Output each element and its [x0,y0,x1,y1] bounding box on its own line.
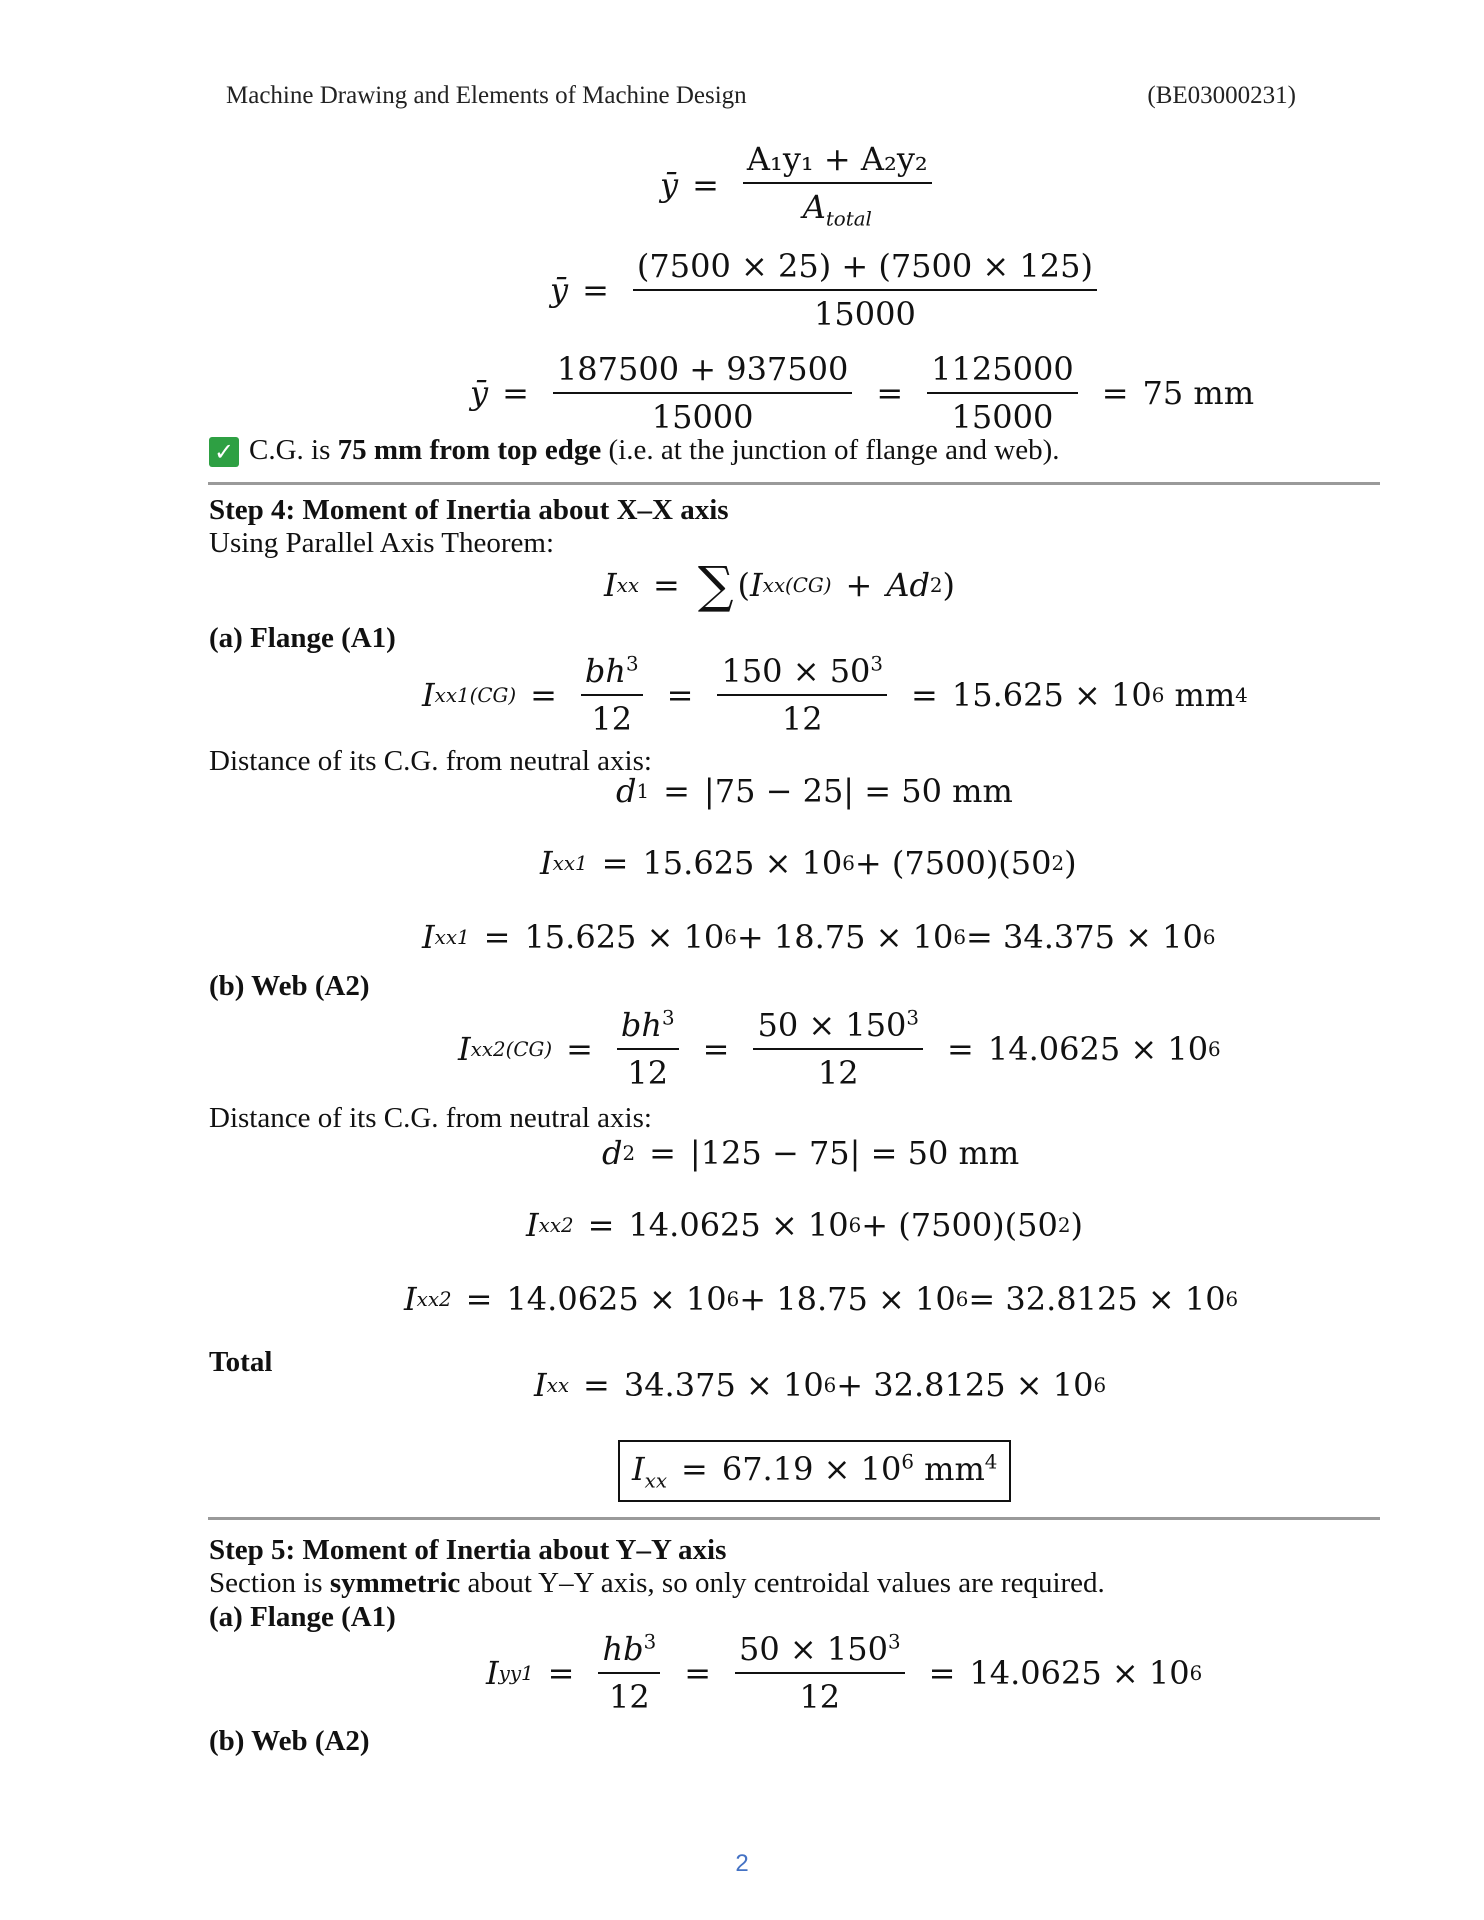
section-divider-2 [208,1517,1380,1520]
header-code: (BE03000231) [1147,82,1296,109]
step4-title: Step 4: Moment of Inertia about X–X axis [209,494,729,526]
page-number: 2 [735,1850,749,1877]
distance-label-2: Distance of its C.G. from neutral axis: [209,1102,652,1134]
check-mark-icon: ✓ [209,437,239,467]
distance-label-1: Distance of its C.G. from neutral axis: [209,745,652,777]
step5-flange-label: (a) Flange (A1) [209,1601,396,1633]
step5-web-label: (b) Web (A2) [209,1725,370,1757]
cg-result-line: ✓ C.G. is 75 mm from top edge (i.e. at the junction of flange and web). [209,434,1059,467]
d2-equation: d 2 = |125 − 75| = 50 mm [602,1134,1020,1172]
ixx2-equation-b: I xx2 = 14.0625 × 10 6 + 18.75 × 10 6 = 32.8125 × 10 6 [404,1280,1239,1318]
parallel-axis-theorem-equation: I xx = ∑ ( I xx(CG) + Ad 2 ) [604,556,956,614]
ybar-general-equation: ȳ = $\frac{\text{A₁y₁ + A₂y₂}}{A_{total}}$ [660,140,942,230]
ixx1-equation-b: I xx1 = 15.625 × 10 6 + 18.75 × 10 6 = 34.375 × 10 6 [422,918,1216,956]
step5-symmetry-note: Section is symmetric about Y–Y axis, so only centroidal values are required. [209,1567,1105,1599]
iyy1-equation: I yy1 = $\frac{hb^3}{12}$ = $\frac{50 \times 150^3}{12}$ = 14.0625 × 10 6 [486,1630,1203,1716]
ixx-total-equation: I xx = 34.375 × 10 6 + 32.8125 × 10 6 [534,1366,1107,1404]
step4-method: Using Parallel Axis Theorem: [209,527,554,559]
total-label: Total [209,1346,273,1378]
section-divider [208,482,1380,485]
ybar-substitution-equation: ȳ = $\frac{(7500 \times 25) + (7500 \times 125)}{15000}$ [550,247,1107,333]
header-title: Machine Drawing and Elements of Machine Design [226,82,747,109]
d1-equation: d 1 = |75 − 25| = 50 mm [616,772,1013,810]
step4-web-label: (b) Web (A2) [209,970,370,1002]
step4-flange-label: (a) Flange (A1) [209,622,396,654]
ixx-final-boxed-result: $I_{xx} = 67.19 \times 10^6$ $mm^4$ [618,1440,1011,1502]
ixx2-cg-equation: I xx2(CG) = $\frac{bh^3}{12}$ = $\frac{50 \times 150^3}{12}$ = 14.0625 × 10 6 [458,1006,1221,1092]
ixx2-equation-a: I xx2 = 14.0625 × 10 6 + (7500)(50 2 ) [526,1206,1083,1244]
step5-title: Step 5: Moment of Inertia about Y–Y axis [209,1534,727,1566]
ixx1-cg-equation: I xx1(CG) = $\frac{bh^3}{12}$ = $\frac{150 \times 50^3}{12}$ = 15.625 × 10 6 mm 4 [422,652,1248,738]
ixx1-equation-a: I xx1 = 15.625 × 10 6 + (7500)(50 2 ) [540,844,1077,882]
ybar-calculation-equation: ȳ = $\frac{187500 + 937500}{15000}$ = $\frac{1125000}{15000}$ = 75 mm [470,350,1255,436]
